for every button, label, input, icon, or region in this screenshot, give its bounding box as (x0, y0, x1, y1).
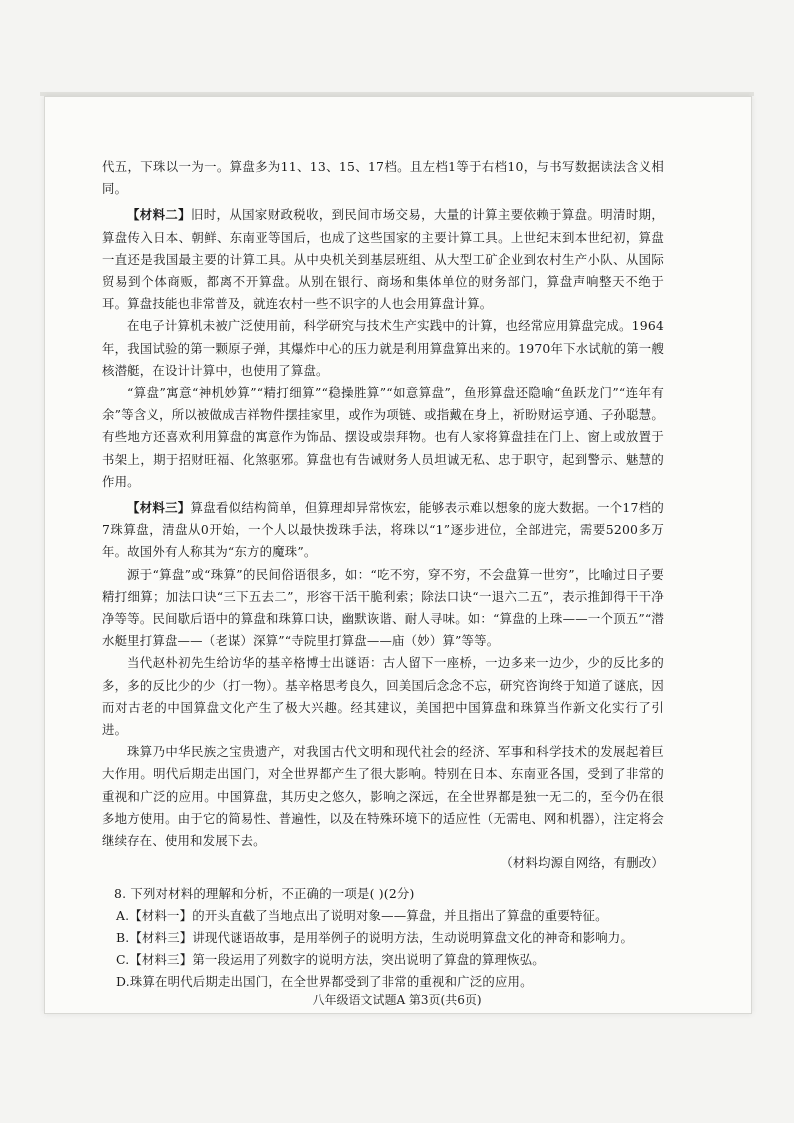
option-c: C.【材料三】第一段运用了列数字的说明方法，突出说明了算盘的算理恢弘。 (116, 952, 545, 968)
material3-paragraph-3: 当代赵朴初先生给访华的基辛格博士出谜语：古人留下一座桥，一边多来一边少，少的反比多的多，多的反比少的少（打一物）。基辛格思考良久，回美国后念念不忘，研究咨询终于知道了谜底，因而对古老的中国算盘文化产生了极大兴趣。经其建议，美国把中国算盘和珠算当作新文化实行了引进。 (102, 655, 664, 738)
option-d: D.珠算在明代后期走出国门，在全世界都受到了非常的重视和广泛的应用。 (116, 974, 533, 990)
question-options (102, 905, 664, 994)
material3-paragraph-4: 珠算乃中华民族之宝贵遗产，对我国古代文明和现代社会的经济、军事和科学技术的发展起着巨大作用。明代后期走出国门，对全世界都产生了很大影响。特别在日本、东南亚各国，受到了非常的重视和广泛的应用。中国算盘，其历史之悠久，影响之深远，在全世界都是独一无二的，至今仍在很多地方使用。由于它的简易性、普遍性，以及在特殊环境下的适应性（无需电、网和机器），注定将会继续存在、使用和发展下去。 (102, 744, 664, 849)
option-b: B.【材料三】讲现代谜语故事，是用举例子的说明方法，生动说明算盘文化的神奇和影响力。 (116, 929, 634, 945)
source-note: （材料均源自网络，有删改） (500, 855, 664, 871)
material2-paragraph-3: “算盘”寓意“神机妙算”“精打细算”“稳操胜算”“如意算盘”，鱼形算盘还隐喻“鱼跃龙门”“连年有余”等含义，所以被做成吉祥物件摆挂家里，或作为项链、或指戴在身上，祈盼财运亨通、子孙聪慧。有些地方还喜欢利用算盘的寓意作为饰品、摆设或崇拜物。也有人家将算盘挂在门上、窗上或放置于书架上，期于招财旺福、化煞驱邪。算盘也有告诫财务人员坦诚无私、忠于职守，起到警示、魅慧的作用。 (102, 385, 664, 489)
continuation-paragraph: 代五，下珠以一为一。算盘多为11、13、15、17档。且左档1等于右档10，与书写数据读法含义相同。 (102, 159, 664, 197)
page-footer: 八年级语文试题A 第3页(共6页) (312, 993, 482, 1007)
page-content (102, 156, 664, 994)
material3-label: 【材料三】 (127, 500, 191, 516)
option-a: A.【材料一】的开头直截了当地点出了说明对象——算盘，并且指出了算盘的重要特征。 (116, 907, 608, 923)
material2-paragraph-1 (102, 204, 664, 315)
material3-text-1: 算盘看似结构简单，但算理却异常恢宏，能够表示难以想象的庞大数据。一个17档的7珠算盘，清盘从0开始，一个人以最快拨珠手法，将珠以“1”逐步进位，全部进完，需要5200多万年。故国外有人称其为“东方的魔珠”。 (102, 500, 664, 560)
material2-paragraph-2: 在电子计算机未被广泛使用前，科学研究与技术生产实践中的计算，也经常应用算盘完成。1964年，我国试验的第一颗原子弹，其爆炸中心的压力就是利用算盘算出来的。1970年下水试航的第一艘核潜艇，在设计计算中，也使用了算盘。 (102, 318, 664, 378)
material2-text-1: 旧时，从国家财政税收，到民间市场交易，大量的计算主要依赖于算盘。明清时期，算盘传入日本、朝鲜、东南亚等国后，也成了这些国家的主要计算工具。上世纪末到本世纪初，算盘一直还是我国最主要的计算工具。从中央机关到基层班组、从大型工矿企业到农村生产小队、从国际贸易到个体商贩，都离不开算盘。从别在银行、商场和集体单位的财务部门，算盘声响整天不绝于耳。算盘技能也非常普及，就连农村一些不识字的人也会用算盘计算。 (102, 207, 664, 312)
material3-paragraph-2: 源于“算盘”或“珠算”的民间俗语很多，如：“吃不穷，穿不穷，不会盘算一世穷”，比喻过日子要精打细算；加法口诀“三下五去二”，形容干活干脆利索；除法口诀“一退六二五”，表示推卸得干干净净等等。民间歇后语中的算盘和珠算口诀，幽默诙谐、耐人寻味。如：“算盘的上珠——一个顶五”“潜水艇里打算盘——（老谋）深算”“寺院里打算盘——庙（妙）算”等等。 (102, 566, 664, 649)
material2-label: 【材料二】 (127, 207, 191, 223)
question-stem: 8. 下列对材料的理解和分析，不正确的一项是( )(2分) (114, 885, 415, 901)
material3-paragraph-1 (102, 497, 664, 564)
